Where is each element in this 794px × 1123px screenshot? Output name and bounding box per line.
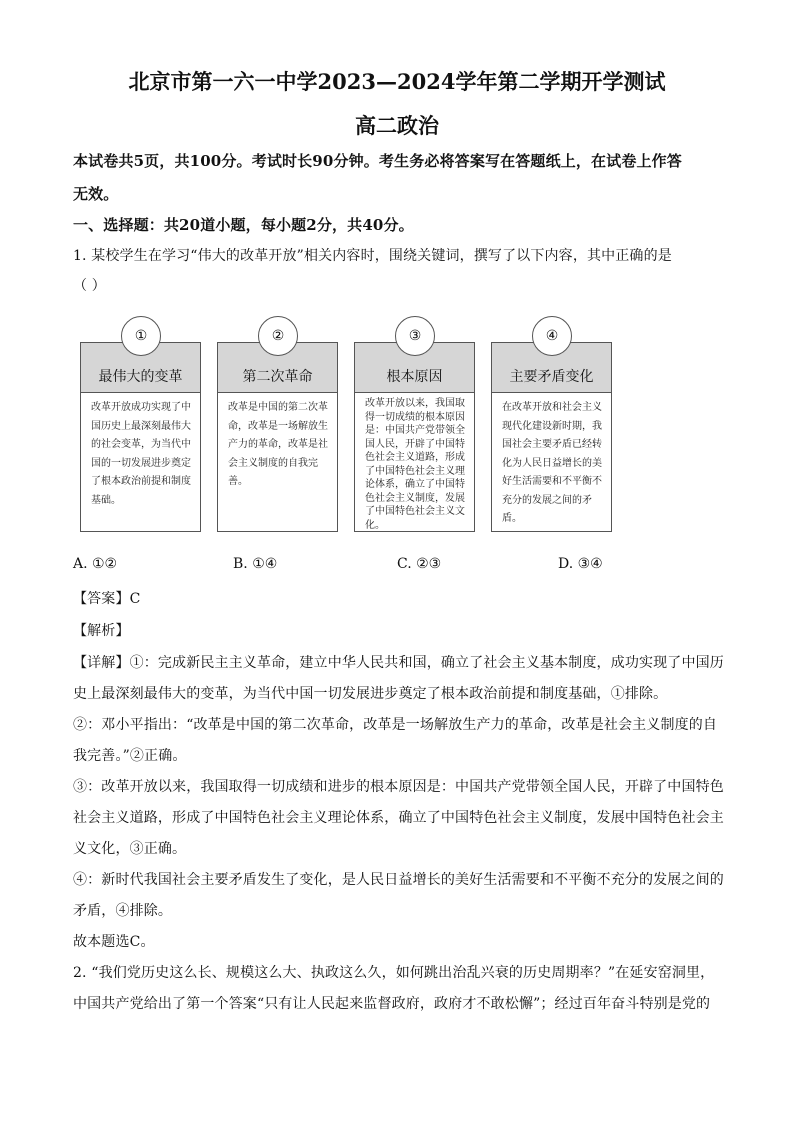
instructions-line-2: 无效。	[73, 185, 119, 203]
option-c: C. ②③	[397, 556, 442, 572]
detail-line: 义文化，③正确。	[73, 841, 187, 857]
card-4-title: 主要矛盾变化	[492, 343, 611, 393]
detail-line: 【详解】①：完成新民主主义革命，建立中华人民共和国，确立了社会主义基本制度，成功实现了中国历	[73, 655, 724, 671]
detail-line: 史上最深刻最伟大的变革，为当代中国一切发展进步奠定了根本政治前提和制度基础，①排除。	[73, 686, 668, 702]
card-3	[354, 342, 475, 532]
detail-line: ②：邓小平指出：“改革是中国的第二次革命，改革是一场解放生产力的革命，改革是社会主义制度的自	[73, 717, 718, 733]
section-heading: 一、选择题：共20道小题，每小题2分，共40分。	[73, 216, 414, 234]
detail-line: 我完善。”②正确。	[73, 748, 187, 764]
option-a: A. ①②	[73, 556, 118, 572]
detail-line: ④：新时代我国社会主要矛盾发生了变化，是人民日益增长的美好生活需要和不平衡不充分的发展之间的	[73, 872, 724, 888]
card-2-body: 改革是中国的第二次革命，改革是一场解放生产力的革命，改革是社会主义制度的自我完善。	[228, 402, 328, 487]
detail-line: ③：改革开放以来，我国取得一切成绩和进步的根本原因是：中国共产党带领全国人民，开辟了中国特色	[73, 779, 724, 795]
card-3-body: 改革开放以来，我国取得一切成绩的根本原因是：中国共产党带领全国人民，开辟了中国特色社会主义道路，形成了中国特色社会主义理论体系，确立了中国特色社会主义制度，发展了中国特色社会主义文化。	[365, 398, 465, 531]
answer: 【答案】C	[73, 591, 141, 607]
card-4-number: ④	[532, 316, 572, 356]
instructions-line-1: 本试卷共5页，共100分。考试时长90分钟。考生务必将答案写在答题纸上，在试卷上作答	[73, 152, 682, 170]
detail-line: 矛盾，④排除。	[73, 903, 173, 919]
q1-stem-line-1: 1. 某校学生在学习“伟大的改革开放”相关内容时，围绕关键词，撰写了以下内容，其中正确的是	[73, 248, 672, 264]
conclusion-line: 故本题选C。	[73, 934, 155, 950]
card-3-title: 根本原因	[355, 343, 474, 393]
card-2	[217, 342, 338, 532]
card-2-title: 第二次革命	[218, 343, 337, 393]
card-1-title: 最伟大的变革	[81, 343, 200, 393]
subject-title: 高二政治	[355, 113, 439, 138]
analysis-label: 【解析】	[73, 623, 130, 639]
detail-line: 社会主义道路，形成了中国特色社会主义理论体系，确立了中国特色社会主义制度，发展中国特色社会主	[73, 810, 724, 826]
q2-stem-line-2: 中国共产党给出了第一个答案“只有让人民起来监督政府，政府才不敢松懈”；经过百年奋斗特别是党的	[73, 996, 711, 1012]
card-1	[80, 342, 201, 532]
card-3-number: ③	[395, 316, 435, 356]
card-1-number: ①	[121, 316, 161, 356]
card-4	[491, 342, 612, 532]
card-2-number: ②	[258, 316, 298, 356]
option-d: D. ③④	[558, 556, 603, 572]
exam-title: 北京市第一六一中学2023—2024学年第二学期开学测试	[128, 69, 666, 94]
option-b: B. ①④	[233, 556, 278, 572]
q1-stem-line-2: （ ）	[73, 278, 106, 294]
q2-stem-line-1: 2. “我们党历史这么长、规模这么大、执政这么久，如何跳出治乱兴衰的历史周期率？”在延安窑洞里，	[73, 965, 715, 981]
card-1-body: 改革开放成功实现了中国历史上最深刻最伟大的社会变革，为当代中国的一切发展进步奠定了根本政治前提和制度基础。	[91, 402, 191, 506]
card-4-body: 在改革开放和社会主义现代化建设新时期，我国社会主要矛盾已经转化为人民日益增长的美好生活需要和不平衡不充分的发展之间的矛盾。	[502, 402, 602, 524]
